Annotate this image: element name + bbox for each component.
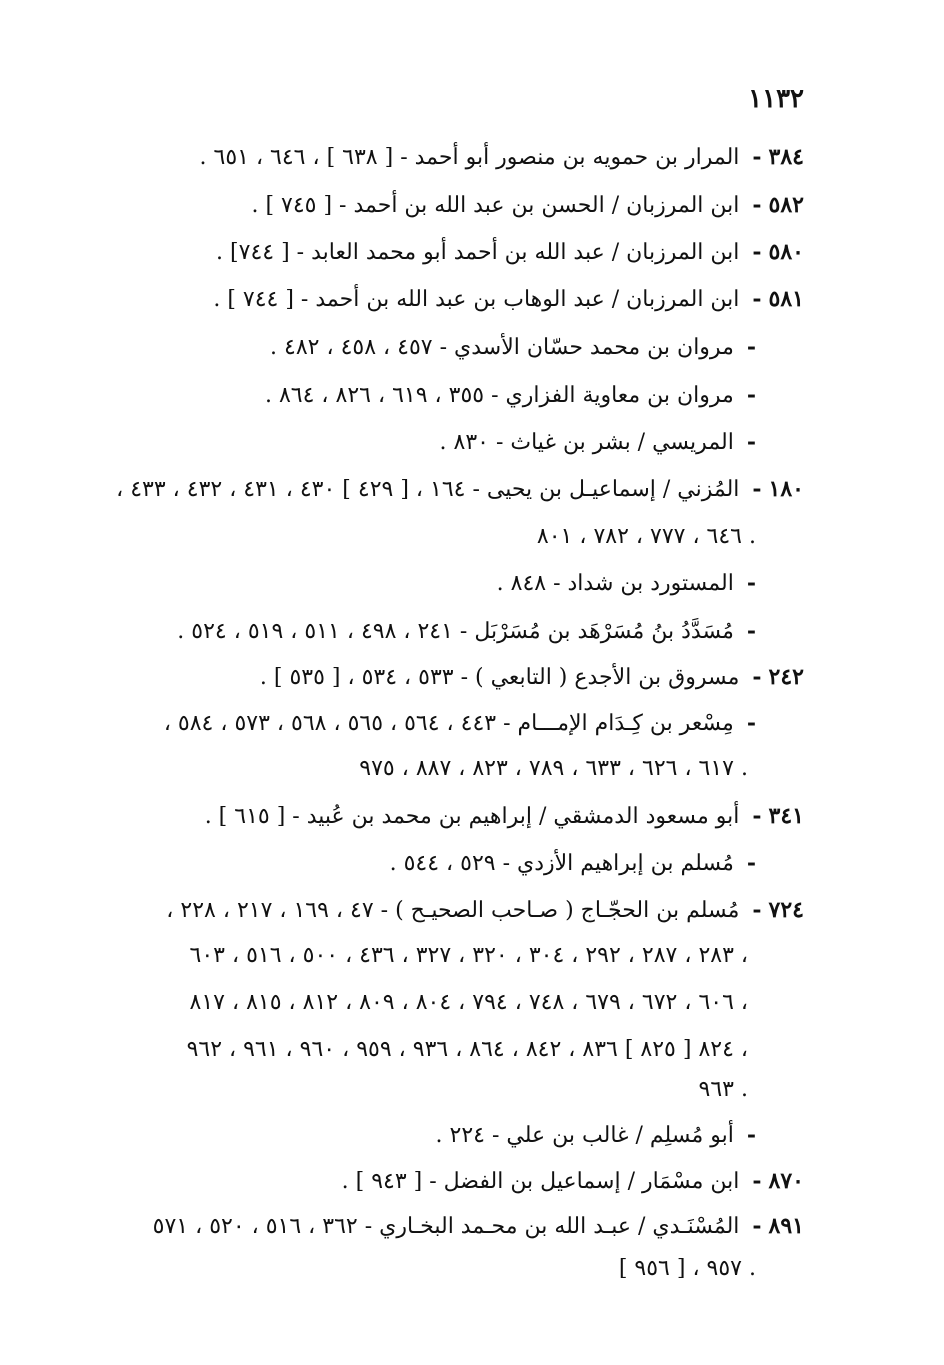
entry-dash: - [752, 1213, 762, 1239]
entry-dash: - [752, 239, 762, 265]
entry-text: مِسْعر بن كِـدَام الإمـــام - ٤٤٣ ، ٥٦٤ ، ٥٦٥ ، ٥٦٨ ، ٥٧٣ ، ٥٨٤ ، [163, 711, 734, 736]
entry-text: المُزني / إسماعيـل بن يحيى - ١٦٤ ، [ ٤٢٩ ] ٤٣٠ ، ٤٣١ ، ٤٣٢ ، ٤٣٣ ، [116, 477, 740, 502]
entry-number: ٣٨٤ [768, 144, 804, 170]
entry-text: أبو مُسلِم / غالب بن علي - ٢٢٤ . [435, 1123, 734, 1148]
index-entry [440, 427, 756, 458]
entry-text: المُسْنَـدي / عبـد الله بن محـمد البخـاري - ٣٦٢ ، ٥١٦ ، ٥٢٠ ، ٥٧١ [152, 1214, 740, 1239]
entry-dash: - [752, 1168, 762, 1194]
index-entry [260, 662, 804, 693]
index-entry [200, 142, 805, 173]
entry-text: ٦٤٦ ، ٧٧٧ ، ٧٨٢ ، ٨٠١ . [536, 524, 756, 549]
entry-dash: - [752, 192, 762, 218]
entry-dash: - [746, 334, 756, 360]
entry-number: ١٨٠ [768, 476, 804, 502]
entry-dash: - [746, 850, 756, 876]
entry-dash: - [752, 803, 762, 829]
entry-text: [ ٩٥٦ ] ، ٩٥٧ . [618, 1256, 756, 1281]
entry-dash: - [752, 144, 762, 170]
entry-number: ٥٨١ [768, 286, 804, 312]
index-entry-continuation [537, 522, 756, 552]
index-entry [164, 708, 756, 739]
entry-text: مُسلم بن الحجّـاج ( صـاحب الصحيـح ) - ٤٧ ، ١٦٩ ، ٢١٧ ، ٢٢٨ ، [166, 898, 740, 923]
index-entry-continuation [190, 988, 748, 1018]
index-entry [216, 237, 804, 268]
entry-text: ابن المرزبان / الحسن بن عبد الله بن أحمد - [ ٧٤٥ ] . [251, 193, 740, 218]
entry-dash: - [746, 429, 756, 455]
entry-text: مسروق بن الأجدع ( التابعي ) - ٥٣٣ ، ٥٣٤ ، [ ٥٣٥ ] . [259, 665, 740, 690]
index-entry [270, 332, 756, 363]
entry-text: ٦٠٦ ، ٦٧٢ ، ٦٧٩ ، ٧٤٨ ، ٧٩٤ ، ٨٠٤ ، ٨٠٩ ، ٨١٢ ، ٨١٥ ، ٨١٧ ، [189, 990, 748, 1015]
index-entry [342, 1166, 804, 1197]
entry-dash: - [746, 618, 756, 644]
entry-dash: - [746, 382, 756, 408]
entry-text: مروان بن محمد حسّان الأسدي - ٤٥٧ ، ٤٥٨ ، ٤٨٢ . [270, 335, 734, 360]
entry-text: ٨٢٤ [ ٨٢٥ ] ٨٣٦ ، ٨٤٢ ، ٨٦٤ ، ٩٣٦ ، ٩٥٩ ، ٩٦٠ ، ٩٦١ ، ٩٦٢ ، [186, 1037, 748, 1062]
index-entry [497, 568, 756, 599]
entry-dash: - [752, 476, 762, 502]
entry-number: ٨٧٠ [768, 1168, 804, 1194]
entry-text: ٩٦٣ . [698, 1077, 748, 1102]
entry-number: ٥٨٠ [768, 239, 804, 265]
entry-text: ابن المرزبان / عبد الوهاب بن عبد الله بن أحمد - [ ٧٤٤ ] . [213, 287, 740, 312]
index-entry [265, 380, 756, 411]
entry-dash: - [746, 1122, 756, 1148]
entry-text: ٢٨٣ ، ٢٨٧ ، ٢٩٢ ، ٣٠٤ ، ٣٢٠ ، ٣٢٧ ، ٤٣٦ ، ٥٠٠ ، ٥١٦ ، ٦٠٣ ، [189, 943, 748, 968]
entry-number: ٨٩١ [768, 1213, 804, 1239]
entry-text: المستورد بن شداد - ٨٤٨ . [496, 571, 734, 596]
entry-text: ٦١٧ ، ٦٢٦ ، ٦٣٣ ، ٧٨٩ ، ٨٢٣ ، ٨٨٧ ، ٩٧٥ . [359, 756, 748, 781]
index-entry [390, 848, 756, 879]
entry-dash: - [746, 710, 756, 736]
index-entry-continuation [190, 941, 748, 971]
index-entry [436, 1120, 756, 1151]
entry-dash: - [752, 897, 762, 923]
entry-dash: - [752, 664, 762, 690]
entry-number: ٥٨٢ [768, 192, 804, 218]
index-entry [177, 616, 756, 647]
entry-text: مروان بن معاوية الفزاري - ٣٥٥ ، ٦١٩ ، ٨٢٦ ، ٨٦٤ . [264, 383, 734, 408]
index-entry [166, 895, 804, 926]
index-entry-continuation [359, 754, 748, 784]
index-entry [153, 1211, 804, 1242]
entry-text: أبو مسعود الدمشقي / إبراهيم بن محمد بن عُبيد - [ ٦١٥ ] . [204, 804, 740, 829]
index-entry-continuation [619, 1254, 756, 1284]
index-entry [251, 190, 804, 221]
entry-text: مُسلم بن إبراهيم الأزدي - ٥٢٩ ، ٥٤٤ . [389, 851, 734, 876]
entry-number: ٧٢٤ [768, 897, 804, 923]
page-number: ١١٣٢ [748, 84, 804, 114]
index-entry-continuation [187, 1035, 748, 1065]
entry-text: ابن مسْمَار / إسماعيل بن الفضل - [ ٩٤٣ ] . [341, 1169, 740, 1194]
index-entry [116, 474, 804, 505]
entry-number: ٢٤٢ [768, 664, 804, 690]
entry-text: مُسَدَّدُ بنُ مُسَرْهَد بن مُسَرْبَل - ٢٤١ ، ٤٩٨ ، ٥١١ ، ٥١٩ ، ٥٢٤ . [177, 619, 734, 644]
entry-dash: - [752, 286, 762, 312]
entry-text: ابن المرزبان / عبد الله بن أحمد أبو محمد العابد - [ ٧٤٤] . [216, 240, 740, 265]
entry-text: المريسي / بشر بن غياث - ٨٣٠ . [439, 430, 734, 455]
entry-text: المرار بن حمويه بن منصور أبو أحمد - [ ٦٣٨ ] ، ٦٤٦ ، ٦٥١ . [199, 145, 740, 170]
index-entry-continuation [699, 1075, 748, 1105]
index-entry [213, 284, 804, 315]
index-entry [205, 801, 804, 832]
entry-number: ٣٤١ [768, 803, 804, 829]
entry-dash: - [746, 570, 756, 596]
